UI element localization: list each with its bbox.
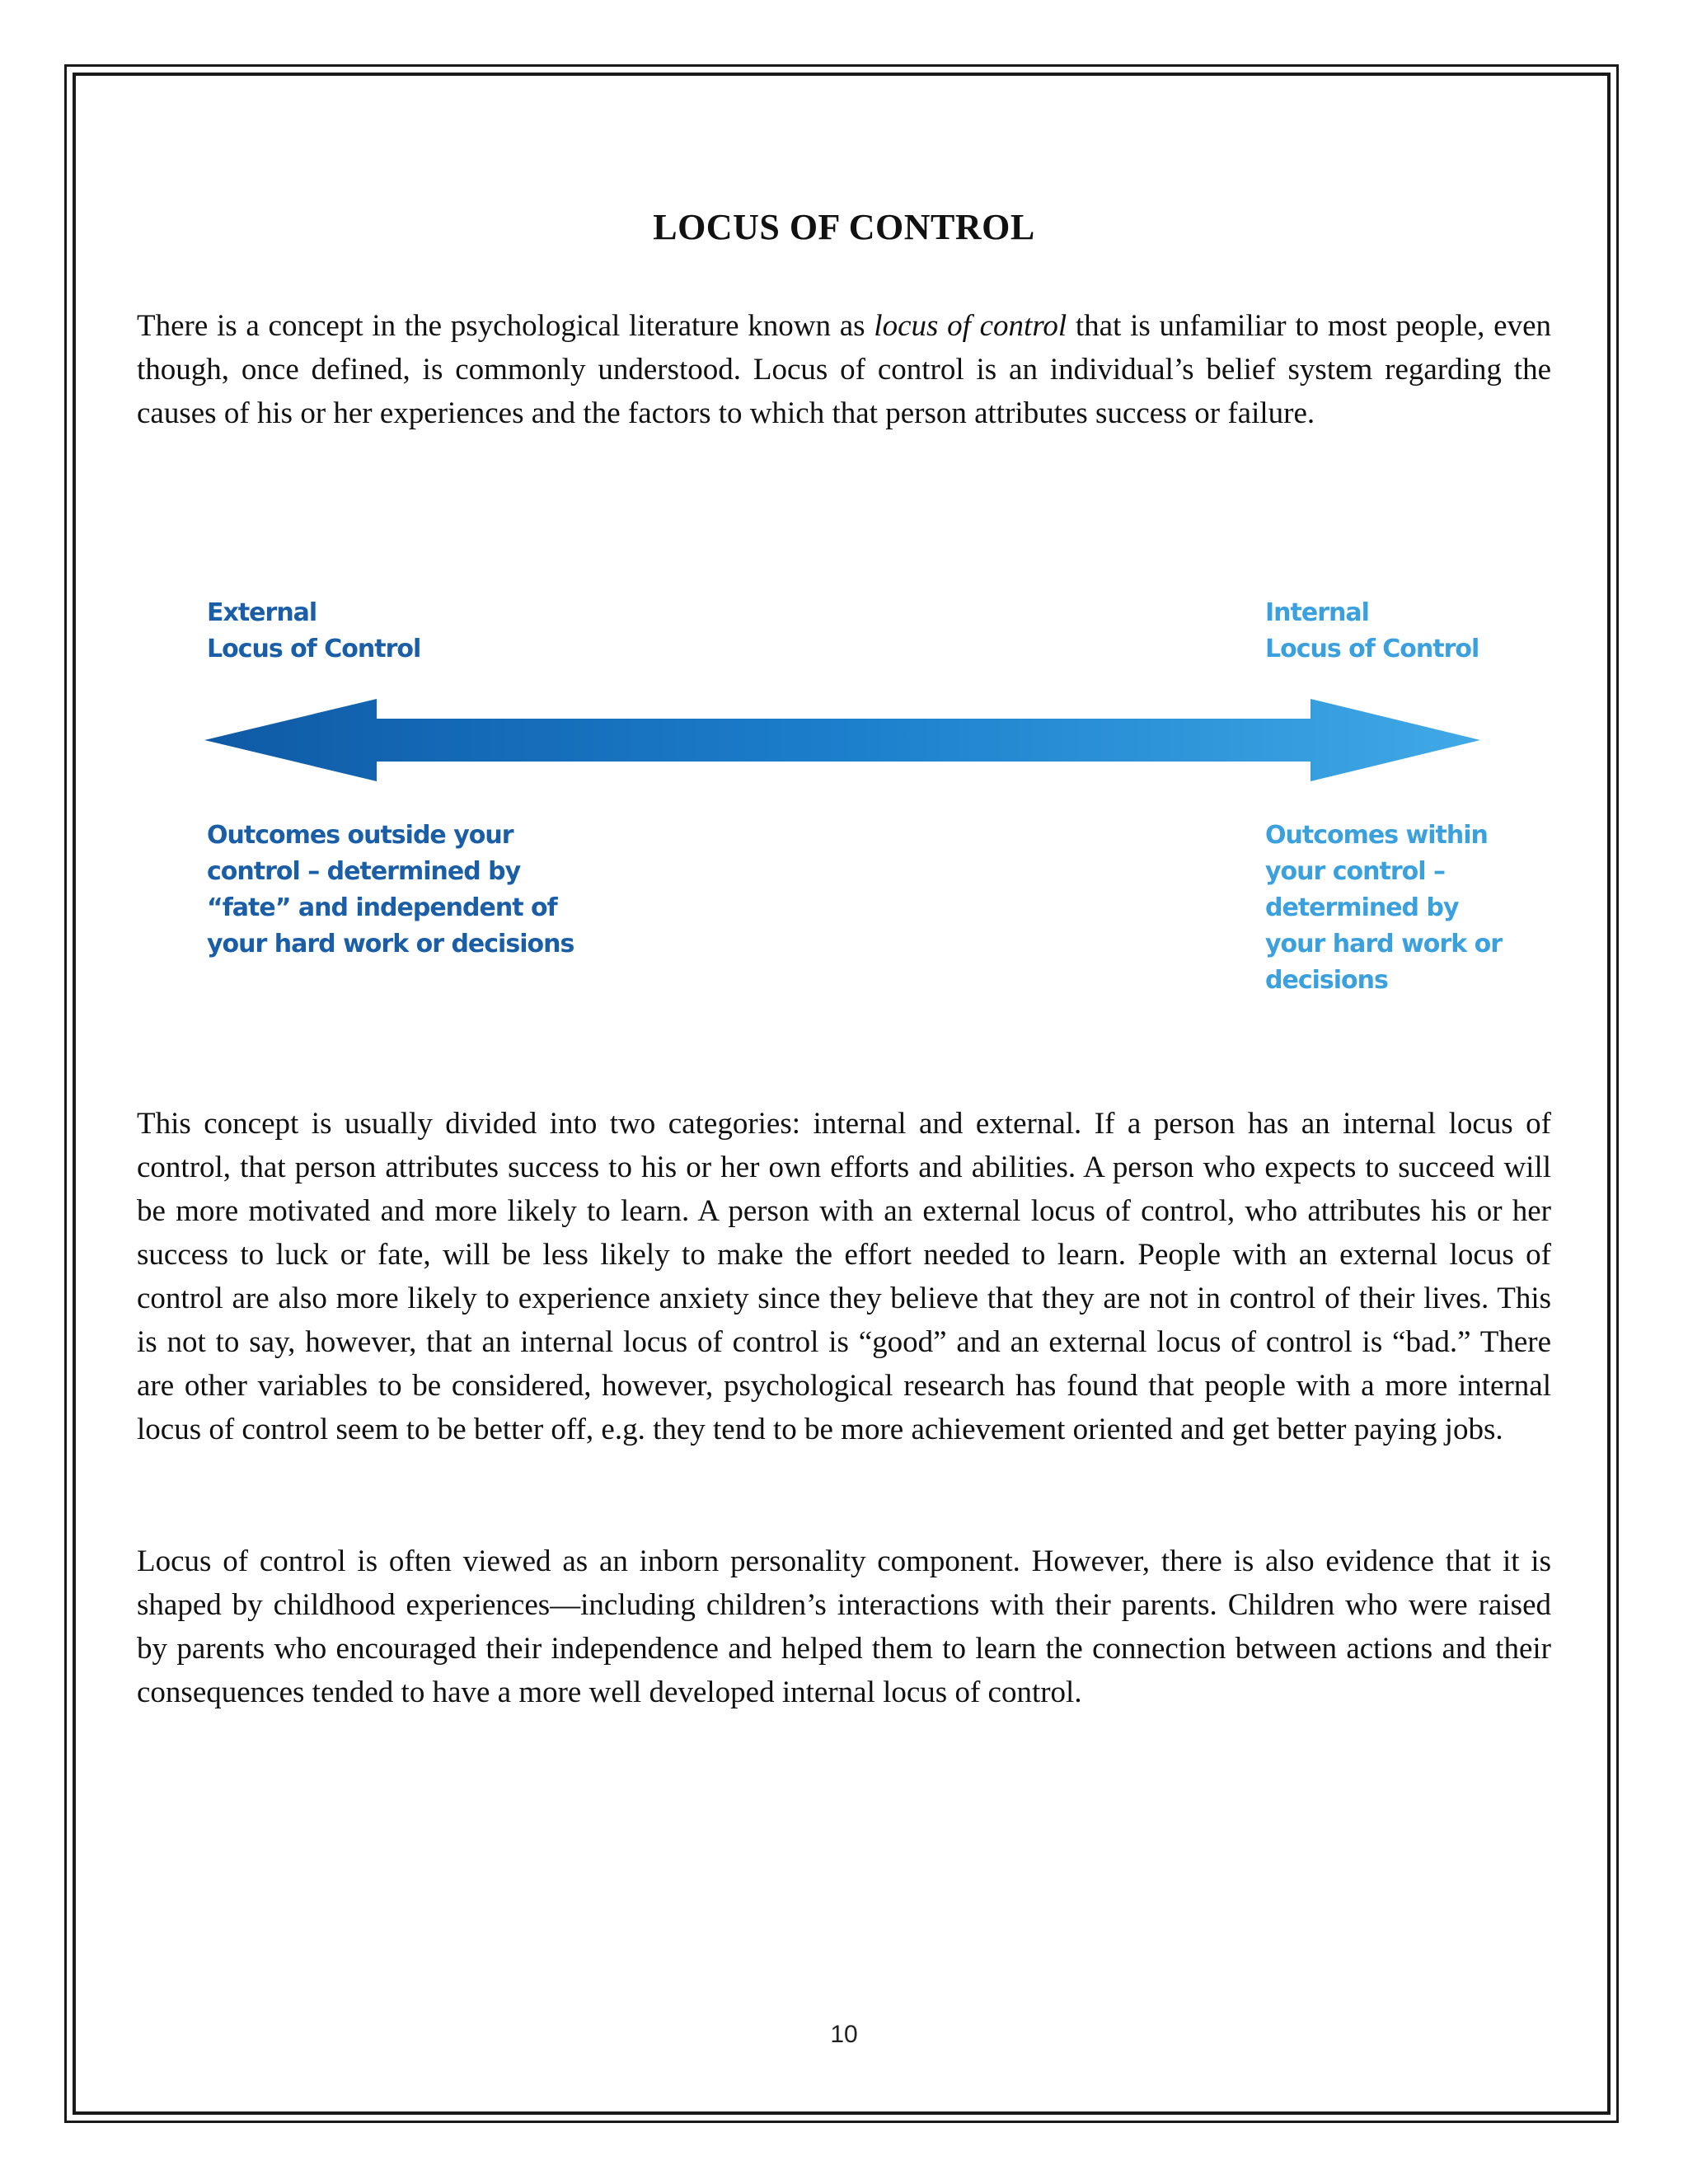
internal-locus-title: [1265, 595, 1479, 668]
intro-text-before: There is a concept in the psychological literature known as: [137, 309, 874, 343]
external-locus-description: [207, 818, 574, 963]
external-desc-line: “fate” and independent of: [207, 893, 557, 922]
internal-desc-line: your control –: [1265, 857, 1445, 886]
external-desc-line: your hard work or decisions: [207, 930, 574, 958]
intro-text-after: that is unfamiliar to most people, even though, once defined, is commonly understood. Locus of control is an individual’s belief system regarding the causes of his or her experiences and the factors to which that person attributes success or failure.: [137, 309, 1551, 430]
intro-term: locus of control: [874, 309, 1067, 343]
intro-paragraph: [137, 304, 1551, 435]
external-title-line: Locus of Control: [207, 635, 421, 663]
page-number: 10: [830, 2021, 858, 2048]
internal-locus-description: [1265, 818, 1502, 999]
body-paragraph-categories: This concept is usually divided into two categories: internal and external. If a person has an internal locus of control, that person attributes success to his or her own efforts and abilities. A person who expects to succeed will be more motivated and more likely to learn. A person with an external locus of control, who attributes his or her success to luck or fate, will be less likely to make the effort needed to learn. People with an external locus of control are also more likely to experience anxiety since they believe that they are not in control of their lives. This is not to say, however, that an internal locus of control is “good” and an external locus of control is “bad.” There are other variables to be considered, however, psychological research has found that people with a more internal locus of control seem to be better off, e.g. they tend to be more achievement oriented and get better paying jobs.: [137, 1107, 1551, 1446]
internal-desc-line: your hard work or: [1265, 930, 1502, 958]
external-locus-title: [207, 595, 420, 668]
external-title-line: External: [207, 598, 317, 627]
internal-title-line: Internal: [1265, 598, 1369, 627]
internal-desc-line: Outcomes within: [1265, 821, 1488, 850]
body-paragraph-origins: Locus of control is often viewed as an inborn personality component. However, there is also evidence that it is shaped by childhood experiences—including children’s interactions with their parents. Children who were raised by parents who encouraged their independence and helped them to learn the connection between actions and their consequences tended to have a more well developed internal locus of control.: [137, 1544, 1551, 1709]
page-title: LOCUS OF CONTROL: [653, 207, 1035, 247]
internal-desc-line: decisions: [1265, 966, 1388, 995]
double-headed-arrow-icon: [198, 691, 1485, 790]
external-desc-line: Outcomes outside your: [207, 821, 513, 850]
internal-desc-line: determined by: [1265, 893, 1459, 922]
external-desc-line: control – determined by: [207, 857, 521, 886]
internal-title-line: Locus of Control: [1265, 635, 1479, 663]
